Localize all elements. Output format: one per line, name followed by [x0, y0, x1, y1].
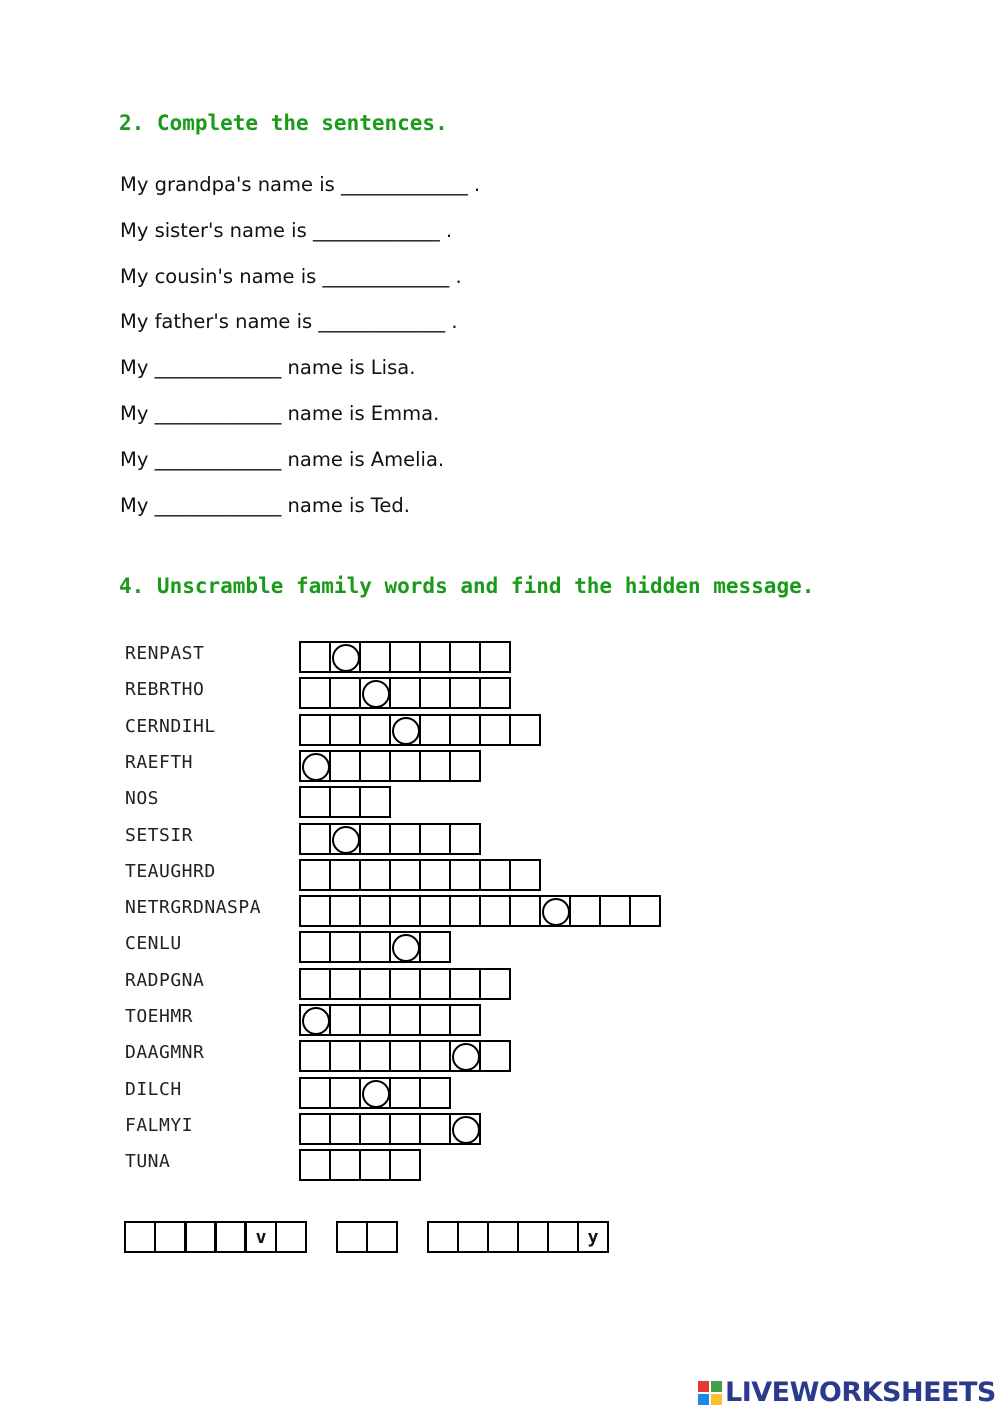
- letter-box[interactable]: [299, 1113, 331, 1145]
- answer-boxes: [299, 895, 659, 925]
- answer-boxes: [299, 714, 539, 744]
- answer-boxes: [299, 1004, 479, 1034]
- letter-box[interactable]: [329, 968, 361, 1000]
- circled-letter-box[interactable]: [359, 1077, 391, 1109]
- sentence-1: [120, 173, 480, 196]
- letter-box[interactable]: [419, 823, 451, 855]
- letter-box[interactable]: [449, 1004, 481, 1036]
- scrambled-word: REBRTHO: [125, 679, 205, 701]
- letter-box[interactable]: [389, 1004, 421, 1036]
- letter-box[interactable]: [299, 823, 331, 855]
- circled-letter-box[interactable]: [389, 714, 421, 746]
- scrambled-word: TOEHMR: [125, 1006, 194, 1027]
- letter-box[interactable]: [389, 1149, 421, 1181]
- logo-square: [711, 1381, 722, 1392]
- letter-box[interactable]: [419, 1004, 451, 1036]
- sentence-text: name is Ted.: [281, 493, 410, 517]
- scrambled-word: CENLU: [125, 933, 182, 955]
- sentence-text: .: [445, 310, 458, 334]
- letter-box[interactable]: [359, 968, 391, 1000]
- scrambled-word: RENPAST: [125, 643, 205, 664]
- letter-box[interactable]: [479, 641, 511, 673]
- sentence-text: .: [467, 173, 481, 196]
- answer-boxes: [299, 1113, 479, 1143]
- letter-box[interactable]: [299, 714, 331, 746]
- sentence-6: [120, 402, 439, 425]
- sentence-3: [120, 265, 462, 288]
- letter-box[interactable]: [599, 895, 631, 927]
- sentence-text: .: [439, 218, 453, 242]
- scrambled-word: CERNDIHL: [125, 715, 216, 737]
- letter-box[interactable]: [389, 859, 421, 891]
- sentence-7: [120, 448, 444, 471]
- letter-box[interactable]: [509, 859, 541, 891]
- letter-box[interactable]: [419, 750, 451, 782]
- circled-letter-box[interactable]: [389, 931, 421, 963]
- letter-box[interactable]: [389, 968, 421, 1000]
- circled-letter-box[interactable]: [299, 750, 331, 782]
- answer-boxes: [299, 786, 389, 816]
- letter-box[interactable]: [389, 895, 421, 927]
- letter-box[interactable]: [329, 714, 361, 746]
- circled-letter-box[interactable]: [299, 1004, 331, 1036]
- scrambled-word: TEAUGHRD: [125, 860, 216, 882]
- letter-box[interactable]: [359, 1149, 391, 1181]
- sentence-text: My sister's name is: [120, 218, 313, 242]
- answer-boxes: [299, 1149, 419, 1179]
- letter-box[interactable]: [479, 895, 511, 927]
- letter-box[interactable]: [419, 859, 451, 891]
- message-letter-box[interactable]: [124, 1221, 156, 1253]
- sentence-text: name is Lisa.: [281, 356, 416, 380]
- letter-box[interactable]: [419, 641, 451, 673]
- answer-boxes: [299, 968, 509, 998]
- message-word: [427, 1221, 607, 1251]
- letter-box[interactable]: [359, 786, 391, 818]
- sentence-8: [120, 494, 410, 517]
- letter-box[interactable]: [419, 1040, 451, 1072]
- message-word: [336, 1221, 396, 1251]
- sentence-text: My: [120, 356, 155, 380]
- answer-blank[interactable]: _____________: [154, 402, 282, 425]
- scrambled-word: DILCH: [125, 1078, 182, 1100]
- logo-mark-icon: [698, 1381, 722, 1405]
- scrambled-word: NETRGRDNASPA: [125, 897, 262, 919]
- letter-box[interactable]: [629, 895, 661, 927]
- letter-box[interactable]: [449, 714, 481, 746]
- letter-box[interactable]: [329, 895, 361, 927]
- sentence-text: My: [120, 447, 155, 471]
- letter-box[interactable]: [479, 859, 511, 891]
- answer-boxes: [299, 823, 479, 853]
- letter-box[interactable]: [299, 859, 331, 891]
- letter-box[interactable]: [299, 895, 331, 927]
- answer-boxes: [299, 750, 479, 780]
- sentence-text: My cousin's name is: [120, 264, 323, 288]
- section-4-heading: 4. Unscramble family words and find the hidden message.: [119, 574, 815, 598]
- circled-letter-box[interactable]: [449, 1113, 481, 1145]
- answer-boxes: [299, 1077, 449, 1107]
- letter-box[interactable]: [419, 931, 451, 963]
- letter-box[interactable]: [479, 677, 511, 709]
- liveworksheets-logo: [698, 1377, 996, 1408]
- letter-box[interactable]: [329, 859, 361, 891]
- message-letter-box[interactable]: [457, 1221, 489, 1253]
- letter-box[interactable]: [419, 677, 451, 709]
- circled-letter-box[interactable]: [449, 1040, 481, 1072]
- message-letter-box[interactable]: [427, 1221, 459, 1253]
- scrambled-word: DAAGMNR: [125, 1042, 205, 1064]
- letter-box[interactable]: [389, 1077, 421, 1109]
- scrambled-word: RADPGNA: [125, 969, 205, 991]
- sentence-text: My: [120, 402, 155, 425]
- answer-boxes: [299, 641, 509, 671]
- sentence-text: My grandpa's name is: [120, 173, 341, 196]
- sentence-5: [120, 356, 415, 379]
- letter-box[interactable]: [359, 859, 391, 891]
- letter-box[interactable]: [479, 714, 511, 746]
- message-letter-box[interactable]: v: [245, 1221, 277, 1253]
- letter-box[interactable]: [449, 859, 481, 891]
- letter-box[interactable]: [329, 677, 361, 709]
- letter-box[interactable]: [329, 1040, 361, 1072]
- answer-blank[interactable]: _____________: [340, 173, 468, 196]
- letter-box[interactable]: [299, 1077, 331, 1109]
- letter-box[interactable]: [389, 641, 421, 673]
- letter-box[interactable]: [479, 968, 511, 1000]
- letter-box[interactable]: [359, 931, 391, 963]
- message-letter-box[interactable]: [366, 1221, 398, 1253]
- sentence-text: name is Amelia.: [281, 447, 445, 471]
- letter-box[interactable]: [449, 823, 481, 855]
- answer-blank[interactable]: _____________: [154, 447, 282, 471]
- letter-box[interactable]: [329, 931, 361, 963]
- answer-boxes: [299, 859, 539, 889]
- scrambled-word: NOS: [125, 788, 160, 810]
- letter-box[interactable]: [479, 1040, 511, 1072]
- message-letter-box[interactable]: [547, 1221, 579, 1253]
- sentence-4: [120, 310, 458, 333]
- sentence-text: name is Emma.: [281, 402, 440, 425]
- letter-box[interactable]: [299, 931, 331, 963]
- letter-box[interactable]: [389, 677, 421, 709]
- letter-box[interactable]: [359, 1004, 391, 1036]
- circled-letter-box[interactable]: [329, 823, 361, 855]
- letter-box[interactable]: [299, 968, 331, 1000]
- sentence-text: My father's name is: [120, 310, 319, 334]
- letter-box[interactable]: [389, 1040, 421, 1072]
- logo-square: [711, 1394, 722, 1405]
- letter-box[interactable]: [329, 786, 361, 818]
- letter-box[interactable]: [389, 823, 421, 855]
- sentence-text: .: [449, 264, 462, 288]
- letter-box[interactable]: [389, 750, 421, 782]
- letter-box[interactable]: [359, 1113, 391, 1145]
- letter-box[interactable]: [329, 750, 361, 782]
- message-letter-box[interactable]: [487, 1221, 519, 1253]
- letter-box[interactable]: [449, 750, 481, 782]
- answer-boxes: [299, 677, 509, 707]
- scrambled-word: TUNA: [125, 1151, 171, 1173]
- letter-box[interactable]: [329, 1149, 361, 1181]
- letter-box[interactable]: [449, 677, 481, 709]
- message-letter-box[interactable]: [215, 1221, 247, 1253]
- letter-box[interactable]: [359, 1040, 391, 1072]
- letter-box[interactable]: [359, 823, 391, 855]
- letter-box[interactable]: [359, 714, 391, 746]
- section-2-heading: 2. Complete the sentences.: [119, 111, 448, 135]
- letter-box[interactable]: [359, 641, 391, 673]
- logo-square: [698, 1394, 709, 1405]
- answer-blank[interactable]: _____________: [154, 493, 282, 517]
- circled-letter-box[interactable]: [539, 895, 571, 927]
- circled-letter-box[interactable]: [329, 641, 361, 673]
- sentence-text: My: [120, 493, 155, 517]
- answer-blank[interactable]: _____________: [154, 356, 282, 380]
- message-letter-box[interactable]: [336, 1221, 368, 1253]
- brand-name: LIVEWORKSHEETS: [725, 1377, 996, 1408]
- message-letter-box[interactable]: y: [577, 1221, 609, 1253]
- answer-blank[interactable]: _____________: [318, 310, 446, 334]
- letter-box[interactable]: [449, 641, 481, 673]
- letter-box[interactable]: [449, 968, 481, 1000]
- letter-box[interactable]: [299, 641, 331, 673]
- scrambled-word: FALMYI: [125, 1114, 194, 1136]
- sentence-2: [120, 219, 452, 242]
- letter-box[interactable]: [329, 1077, 361, 1109]
- message-word: [185, 1221, 305, 1251]
- letter-box[interactable]: [449, 895, 481, 927]
- letter-box[interactable]: [509, 895, 541, 927]
- message-letter-box[interactable]: [154, 1221, 186, 1253]
- scrambled-word: RAEFTH: [125, 751, 194, 773]
- circled-letter-box[interactable]: [359, 677, 391, 709]
- letter-box[interactable]: [419, 968, 451, 1000]
- letter-box[interactable]: [419, 1113, 451, 1145]
- logo-square: [698, 1381, 709, 1392]
- scrambled-word: SETSIR: [125, 824, 194, 846]
- letter-box[interactable]: [329, 1113, 361, 1145]
- letter-box[interactable]: [419, 895, 451, 927]
- letter-box[interactable]: [419, 714, 451, 746]
- letter-box[interactable]: [299, 1040, 331, 1072]
- letter-box[interactable]: [389, 1113, 421, 1145]
- letter-box[interactable]: [419, 1077, 451, 1109]
- answer-blank[interactable]: _____________: [312, 218, 440, 242]
- answer-boxes: [299, 931, 449, 961]
- message-letter-box[interactable]: [517, 1221, 549, 1253]
- letter-box[interactable]: [299, 1149, 331, 1181]
- letter-box[interactable]: [569, 895, 601, 927]
- letter-box[interactable]: [359, 895, 391, 927]
- message-letter-box[interactable]: [185, 1221, 217, 1253]
- letter-box[interactable]: [299, 786, 331, 818]
- message-letter-box[interactable]: [275, 1221, 307, 1253]
- letter-box[interactable]: [359, 750, 391, 782]
- answer-blank[interactable]: _____________: [322, 264, 450, 288]
- letter-box[interactable]: [329, 1004, 361, 1036]
- letter-box[interactable]: [509, 714, 541, 746]
- letter-box[interactable]: [299, 677, 331, 709]
- answer-boxes: [299, 1040, 509, 1070]
